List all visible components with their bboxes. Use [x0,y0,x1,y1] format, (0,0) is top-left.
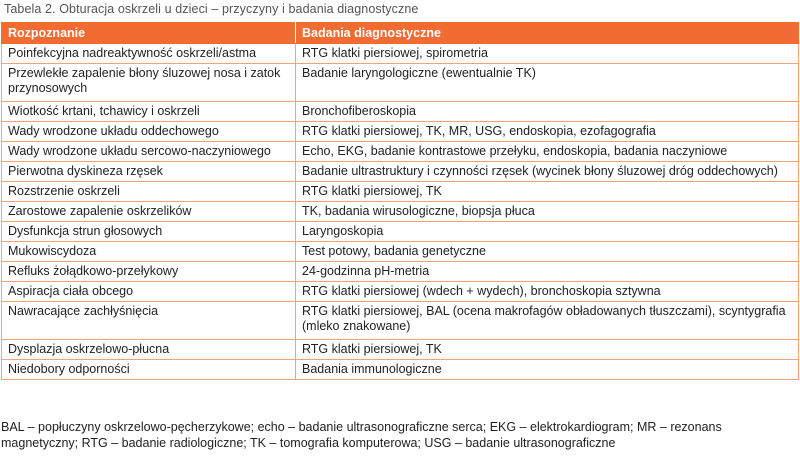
table-row [2,340,799,360]
table-row [2,282,799,302]
table-footnote: BAL – popłuczyny oskrzelowo-pęcherzykowe; echo – badanie ultrasonograficzne serca; EKG – elektrokardiogram; MR – rezonans magnetyczny; RTG – badanie radiologiczne; TK – tomografia komputerowa; USG – badanie ultrasonograficzne [1,420,722,450]
cell-diagnosis: Wady wrodzone układu oddechowego [2,122,296,142]
cell-tests: RTG klatki piersiowej, TK, MR, USG, endoskopia, ezofagografia [296,122,799,142]
cell-diagnosis: Poinfekcyjna nadreaktywność oskrzeli/astma [2,44,296,64]
cell-diagnosis: Nawracające zachłyśnięcia [2,302,296,340]
diagnosis-table [1,22,799,380]
cell-tests: Badanie laryngologiczne (ewentualnie TK) [296,64,799,102]
table-caption: Tabela 2. Obturacja oskrzeli u dzieci – przyczyny i badania diagnostyczne [4,2,419,16]
cell-diagnosis: Refluks żołądkowo-przełykowy [2,262,296,282]
cell-diagnosis: Wady wrodzone układu sercowo-naczyniowego [2,142,296,162]
cell-tests: 24-godzinna pH-metria [296,262,799,282]
cell-diagnosis: Rozstrzenie oskrzeli [2,182,296,202]
cell-diagnosis: Niedobory odporności [2,360,296,380]
table-body [2,44,799,380]
table-row [2,102,799,122]
cell-tests: Badania immunologiczne [296,360,799,380]
cell-diagnosis: Dysfunkcja strun głosowych [2,222,296,242]
cell-tests: Bronchofiberoskopia [296,102,799,122]
table-row [2,222,799,242]
table-row [2,262,799,282]
table-row [2,162,799,182]
cell-tests: Echo, EKG, badanie kontrastowe przełyku, endoskopia, badania naczyniowe [296,142,799,162]
header-tests: Badania diagnostyczne [296,23,799,44]
table-row [2,242,799,262]
table-row [2,202,799,222]
cell-diagnosis: Mukowiscydoza [2,242,296,262]
cell-tests: Test potowy, badania genetyczne [296,242,799,262]
cell-diagnosis: Aspiracja ciała obcego [2,282,296,302]
cell-tests: RTG klatki piersiowej, TK [296,340,799,360]
cell-diagnosis: Wiotkość krtani, tchawicy i oskrzeli [2,102,296,122]
cell-diagnosis: Przewlekłe zapalenie błony śluzowej nosa i zatok przynosowych [2,64,296,102]
table-row [2,182,799,202]
table-row [2,302,799,340]
cell-tests: Laryngoskopia [296,222,799,242]
table-row [2,142,799,162]
cell-tests: RTG klatki piersiowej, TK [296,182,799,202]
table-row [2,44,799,64]
cell-diagnosis: Zarostowe zapalenie oskrzelików [2,202,296,222]
cell-diagnosis: Pierwotna dyskineza rzęsek [2,162,296,182]
cell-tests: Badanie ultrastruktury i czynności rzęsek (wycinek błony śluzowej dróg oddechowych) [296,162,799,182]
cell-tests: RTG klatki piersiowej (wdech + wydech), bronchoskopia sztywna [296,282,799,302]
header-diagnosis: Rozpoznanie [2,23,296,44]
table-header-row [2,23,799,44]
cell-tests: TK, badania wirusologiczne, biopsja płuca [296,202,799,222]
cell-tests: RTG klatki piersiowej, BAL (ocena makrofagów obładowanych tłuszczami), scyntygrafia (mleko znakowane) [296,302,799,340]
table-row [2,360,799,380]
table-row [2,122,799,142]
cell-diagnosis: Dysplazja oskrzelowo-płucna [2,340,296,360]
table-row [2,64,799,102]
cell-tests: RTG klatki piersiowej, spirometria [296,44,799,64]
